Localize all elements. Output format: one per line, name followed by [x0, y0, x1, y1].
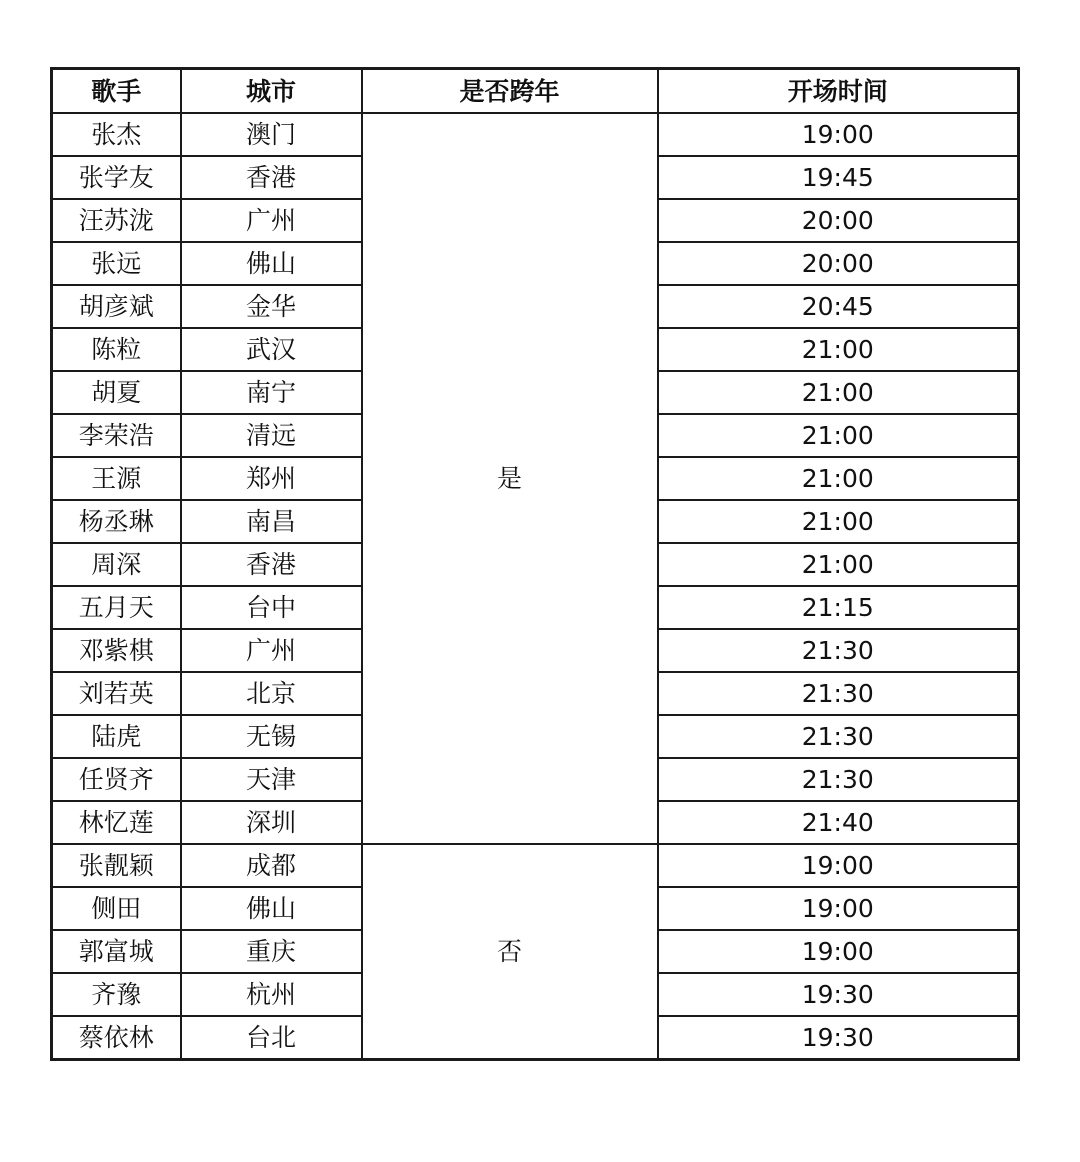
singer-cell: 张靓颖	[52, 844, 181, 887]
singer-cell: 陆虎	[52, 715, 181, 758]
header-start-time: 开场时间	[658, 69, 1019, 114]
header-singer: 歌手	[52, 69, 181, 114]
start-time-cell: 21:00	[658, 457, 1019, 500]
singer-cell: 刘若英	[52, 672, 181, 715]
city-cell: 广州	[181, 199, 362, 242]
start-time-cell: 20:00	[658, 242, 1019, 285]
city-cell: 广州	[181, 629, 362, 672]
start-time-cell: 21:30	[658, 758, 1019, 801]
start-time-cell: 20:00	[658, 199, 1019, 242]
city-cell: 香港	[181, 156, 362, 199]
singer-cell: 张杰	[52, 113, 181, 156]
header-cross-year: 是否跨年	[362, 69, 658, 114]
singer-cell: 周深	[52, 543, 181, 586]
singer-cell: 蔡依林	[52, 1016, 181, 1060]
singer-cell: 王源	[52, 457, 181, 500]
table-row	[52, 844, 1019, 887]
singer-cell: 郭富城	[52, 930, 181, 973]
start-time-cell: 19:00	[658, 930, 1019, 973]
start-time-cell: 20:45	[658, 285, 1019, 328]
city-cell: 北京	[181, 672, 362, 715]
singer-cell: 五月天	[52, 586, 181, 629]
cross-year-cell: 是	[362, 113, 658, 844]
start-time-cell: 19:45	[658, 156, 1019, 199]
table-row	[52, 113, 1019, 156]
city-cell: 南昌	[181, 500, 362, 543]
city-cell: 佛山	[181, 887, 362, 930]
table-body	[52, 113, 1019, 1060]
start-time-cell: 21:40	[658, 801, 1019, 844]
start-time-cell: 21:30	[658, 672, 1019, 715]
start-time-cell: 21:00	[658, 328, 1019, 371]
city-cell: 深圳	[181, 801, 362, 844]
start-time-cell: 19:00	[658, 113, 1019, 156]
singer-cell: 张学友	[52, 156, 181, 199]
city-cell: 无锡	[181, 715, 362, 758]
singer-cell: 胡夏	[52, 371, 181, 414]
city-cell: 金华	[181, 285, 362, 328]
city-cell: 台北	[181, 1016, 362, 1060]
start-time-cell: 21:30	[658, 715, 1019, 758]
city-cell: 台中	[181, 586, 362, 629]
singer-cell: 邓紫棋	[52, 629, 181, 672]
start-time-cell: 21:00	[658, 500, 1019, 543]
header-row	[52, 69, 1019, 114]
concert-schedule-table	[50, 67, 1020, 1061]
singer-cell: 齐豫	[52, 973, 181, 1016]
city-cell: 天津	[181, 758, 362, 801]
singer-cell: 任贤齐	[52, 758, 181, 801]
city-cell: 佛山	[181, 242, 362, 285]
singer-cell: 林忆莲	[52, 801, 181, 844]
start-time-cell: 19:30	[658, 1016, 1019, 1060]
city-cell: 重庆	[181, 930, 362, 973]
start-time-cell: 21:00	[658, 543, 1019, 586]
singer-cell: 侧田	[52, 887, 181, 930]
singer-cell: 胡彦斌	[52, 285, 181, 328]
city-cell: 郑州	[181, 457, 362, 500]
start-time-cell: 21:15	[658, 586, 1019, 629]
city-cell: 武汉	[181, 328, 362, 371]
singer-cell: 陈粒	[52, 328, 181, 371]
header-city: 城市	[181, 69, 362, 114]
cross-year-cell: 否	[362, 844, 658, 1060]
start-time-cell: 21:00	[658, 371, 1019, 414]
singer-cell: 张远	[52, 242, 181, 285]
city-cell: 成都	[181, 844, 362, 887]
start-time-cell: 19:00	[658, 887, 1019, 930]
city-cell: 南宁	[181, 371, 362, 414]
start-time-cell: 21:00	[658, 414, 1019, 457]
start-time-cell: 21:30	[658, 629, 1019, 672]
singer-cell: 李荣浩	[52, 414, 181, 457]
city-cell: 澳门	[181, 113, 362, 156]
city-cell: 杭州	[181, 973, 362, 1016]
city-cell: 香港	[181, 543, 362, 586]
singer-cell: 汪苏泷	[52, 199, 181, 242]
singer-cell: 杨丞琳	[52, 500, 181, 543]
start-time-cell: 19:00	[658, 844, 1019, 887]
start-time-cell: 19:30	[658, 973, 1019, 1016]
city-cell: 清远	[181, 414, 362, 457]
